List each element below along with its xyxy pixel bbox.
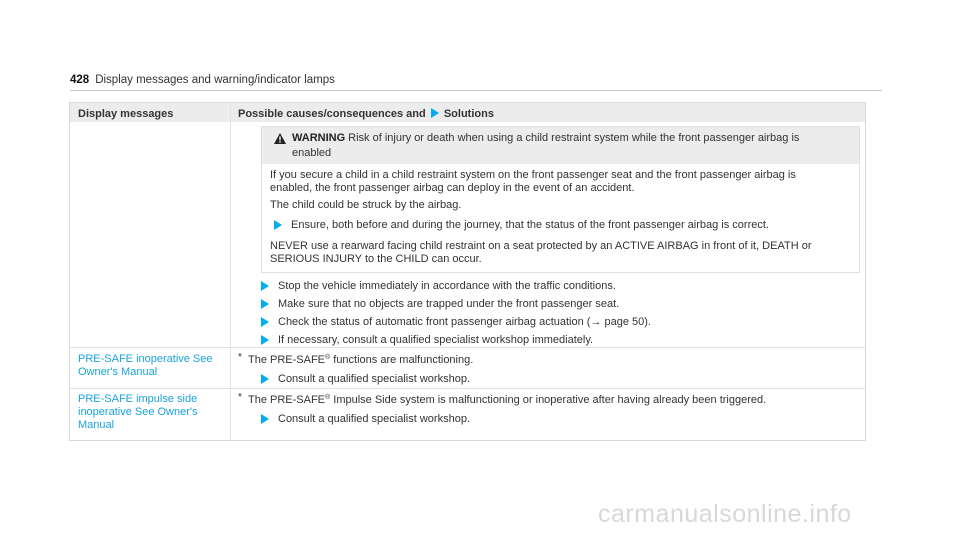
warning-title bbox=[292, 131, 852, 161]
registered-mark: ® bbox=[325, 354, 331, 361]
column-header-causes-label: Possible causes/consequences and bbox=[238, 108, 426, 120]
column-header-causes-solutions bbox=[238, 108, 494, 120]
warning-p2: The child could be struck by the airbag. bbox=[270, 199, 462, 211]
step-arrow-icon bbox=[261, 374, 269, 384]
cause-text-pre: The PRE-SAFE bbox=[248, 394, 326, 406]
column-divider bbox=[230, 103, 231, 440]
display-message-line: PRE-SAFE inoperative See bbox=[78, 353, 213, 365]
solution-text: Consult a qualified specialist workshop. bbox=[278, 373, 470, 385]
warning-header bbox=[262, 127, 859, 164]
warning-triangle-icon bbox=[274, 133, 286, 144]
section-title: Display messages and warning/indicator lamps bbox=[95, 74, 335, 86]
page-header bbox=[70, 74, 335, 86]
solution-arrow-icon bbox=[431, 108, 439, 118]
cause-text-post: functions are malfunctioning. bbox=[330, 354, 474, 366]
step-arrow-icon bbox=[261, 317, 269, 327]
asterisk-marker: * bbox=[238, 392, 242, 403]
step-arrow-icon bbox=[261, 299, 269, 309]
cause-text-post: Impulse Side system is malfunctioning or inoperative after having already been triggered. bbox=[330, 394, 767, 406]
display-message bbox=[78, 353, 213, 379]
cause-text bbox=[248, 354, 473, 367]
cause-text-pre: The PRE-SAFE bbox=[248, 354, 326, 366]
warning-line-1: Risk of injury or death when using a child restraint system while the front passenger airbag is bbox=[348, 132, 800, 144]
warning-p1-line1: If you secure a child in a child restraint system on the front passenger seat and the front passenger airbag is bbox=[270, 169, 796, 181]
row-divider bbox=[70, 388, 865, 389]
step-arrow-icon bbox=[274, 220, 282, 230]
display-messages-table bbox=[69, 102, 866, 441]
cause-text bbox=[248, 394, 766, 407]
step-item: Make sure that no objects are trapped under the front passenger seat. bbox=[278, 298, 620, 310]
warning-p3-line1: NEVER use a rearward facing child restraint on a seat protected by an ACTIVE AIRBAG in front of it, DEATH or bbox=[270, 240, 812, 252]
header-rule bbox=[70, 90, 882, 91]
step-arrow-icon bbox=[261, 281, 269, 291]
step-item: Stop the vehicle immediately in accordance with the traffic conditions. bbox=[278, 280, 616, 292]
display-message bbox=[78, 393, 198, 432]
page-number: 428 bbox=[70, 74, 90, 86]
column-header-display-messages: Display messages bbox=[78, 108, 174, 120]
asterisk-marker: * bbox=[238, 352, 242, 363]
warning-p1-line2: enabled, the front passenger airbag can deploy in the event of an accident. bbox=[270, 182, 635, 194]
step-item: If necessary, consult a qualified specialist workshop immediately. bbox=[278, 334, 594, 346]
warning-p3-line2: SERIOUS INJURY to the CHILD can occur. bbox=[270, 253, 482, 265]
display-message-line: PRE-SAFE impulse side bbox=[78, 393, 198, 405]
warning-label: WARNING bbox=[292, 132, 346, 144]
registered-mark: ® bbox=[325, 394, 331, 401]
row-divider bbox=[70, 347, 865, 348]
step-arrow-icon bbox=[261, 335, 269, 345]
column-header-solutions-label: Solutions bbox=[443, 108, 494, 120]
warning-step: Ensure, both before and during the journey, that the status of the front passenger airbag is correct. bbox=[291, 219, 769, 231]
display-message-line: inoperative See Owner's bbox=[78, 406, 198, 418]
step-arrow-icon bbox=[261, 414, 269, 424]
table-header-row bbox=[70, 103, 865, 122]
warning-box bbox=[261, 126, 860, 273]
step-item: Check the status of automatic front passenger airbag actuation (→ page 50). bbox=[278, 316, 651, 328]
warning-line-2: enabled bbox=[292, 147, 332, 159]
watermark: carmanualsonline.info bbox=[598, 500, 852, 528]
display-message-line: Manual bbox=[78, 419, 115, 431]
display-message-line: Owner's Manual bbox=[78, 366, 158, 378]
solution-text: Consult a qualified specialist workshop. bbox=[278, 413, 470, 425]
